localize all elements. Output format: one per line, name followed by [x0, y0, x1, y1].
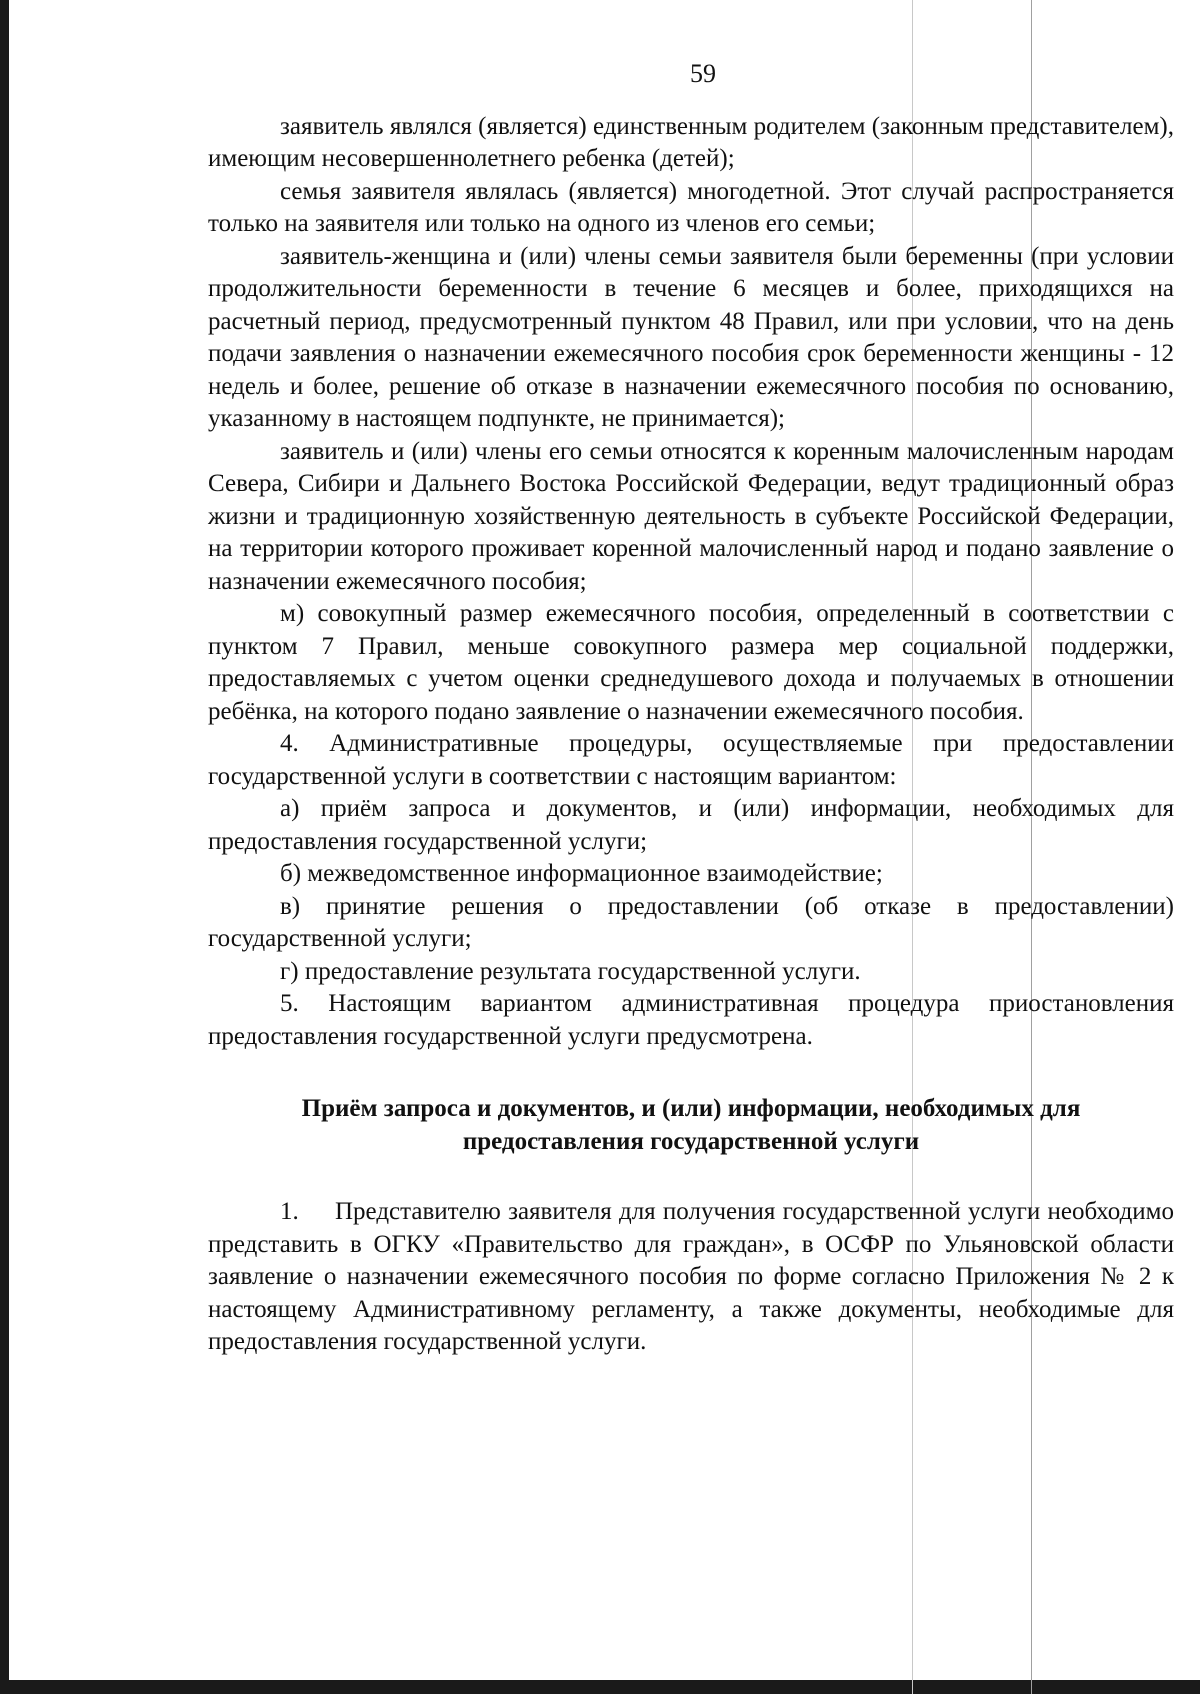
page-number: 59 — [690, 59, 716, 88]
paragraph: заявитель-женщина и (или) члены семьи заявителя были беременны (при условии продолжительности беременности в течение 6 месяцев и более, приходящихся на расчетный период, предусмотренный пунктом 48 Правил, или при условии, что на день подачи заявления о назначении ежемесячного пособия срок беременности женщины - 12 недель и более, решение об отказе в назначении ежемесячного пособия по основанию, указанному в настоящем подпункте, не принимается); — [208, 242, 1174, 432]
paragraph: 5. Настоящим вариантом административная процедура приостановления предоставления государственной услуги предусмотрена. — [208, 990, 1174, 1050]
paragraph: 4. Административные процедуры, осуществляемые при предоставлении государственной услуги в соответствии с настоящим вариантом: — [208, 730, 1174, 790]
paragraph: а) приём запроса и документов, и (или) информации, необходимых для предоставления государственной услуги; — [208, 795, 1174, 855]
body-top — [208, 111, 1174, 1054]
paragraph: 1. Представителю заявителя для получения государственной услуги необходимо представить в ОГКУ «Правительство для граждан», в ОСФР по Ульяновской области заявление о назначении ежемесячного пособия по форме согласно Приложения № 2 к настоящему Административному регламенту, а также документы, необходимые для предоставления государственной услуги. — [208, 1198, 1174, 1355]
paragraph: б) межведомственное информационное взаимодействие; — [280, 860, 883, 887]
paragraph: семья заявителя являлась (является) многодетной. Этот случай распространяется только на заявителя или только на одного из членов его семьи; — [208, 177, 1174, 237]
section-heading-line: предоставления государственной услуги — [462, 1127, 920, 1155]
body-bottom — [208, 1196, 1174, 1359]
paragraph: заявитель являлся (является) единственным родителем (законным представителем), имеющим несовершеннолетнего ребенка (детей); — [208, 112, 1174, 172]
document-page — [208, 58, 1174, 1359]
section-heading-line: Приём запроса и документов, и (или) информации, необходимых для — [301, 1095, 1081, 1122]
paragraph: м) совокупный размер ежемесячного пособия, определенный в соответствии с пунктом 7 Правил, меньше совокупного размера мер социальной поддержки, предоставляемых с учетом оценки среднедушевого дохода и получаемых в отношении ребёнка, на которого подано заявление о назначении ежемесячного пособия. — [208, 600, 1174, 725]
section-heading — [208, 1093, 1174, 1158]
scan-edge-bottom — [0, 1680, 1200, 1694]
paragraph: в) принятие решения о предоставлении (об отказе в предоставлении) государственной услуги; — [208, 892, 1174, 952]
scan-edge-left — [0, 0, 9, 1694]
paragraph: заявитель и (или) члены его семьи относятся к коренным малочисленным народам Севера, Сибири и Дальнего Востока Российской Федерации, ведут традиционный образ жизни и традиционную хозяйственную деятельность в субъекте Российской Федерации, на территории которого проживает коренной малочисленный народ и подано заявление о назначении ежемесячного пособия; — [208, 437, 1174, 595]
paragraph: г) предоставление результата государственной услуги. — [280, 957, 861, 985]
